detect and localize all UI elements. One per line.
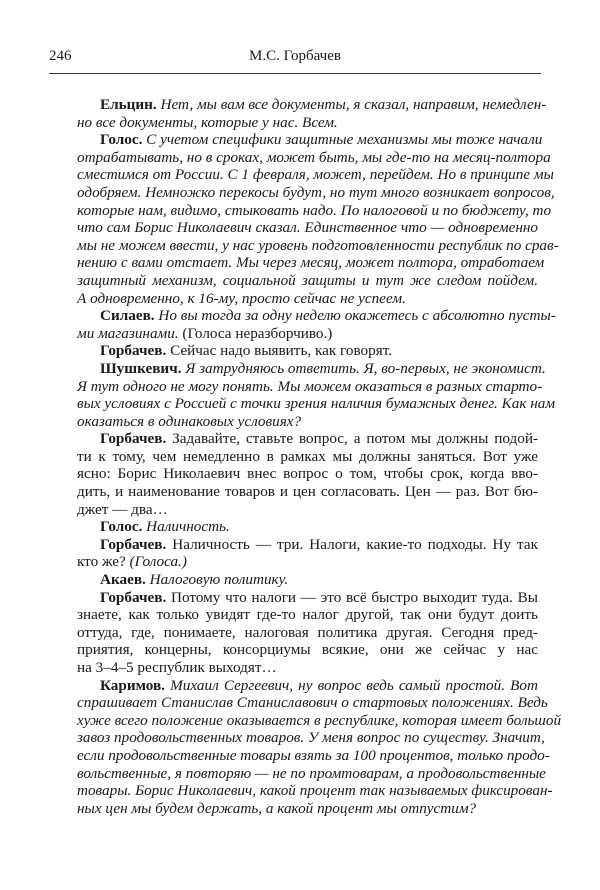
- speech-text: дить, и наименование товаров и цен согласовать. Цен — раз. Вот бю-: [77, 483, 538, 501]
- header-rule: [49, 73, 541, 74]
- text-line: [77, 254, 545, 272]
- text-line: [77, 518, 538, 536]
- speech-text: но все документы, которые у нас. Всем.: [77, 113, 338, 131]
- text-line: [77, 325, 538, 343]
- speech-text: защитный механизм, социальной защиты и тут же следом пойдем.: [77, 271, 538, 289]
- speaker-name: Акаев.: [100, 571, 146, 589]
- speech-text: Наличность.: [146, 518, 230, 536]
- transcript-paragraph: [77, 342, 538, 360]
- transcript-paragraph: [77, 518, 538, 536]
- speaker-name: Каримов.: [100, 676, 165, 694]
- text-line: [77, 589, 538, 607]
- speaker-name: Шушкевич.: [100, 359, 182, 377]
- speaker-name: Горбачев.: [100, 588, 167, 606]
- page-header: [49, 48, 541, 72]
- text-line: [77, 413, 538, 431]
- speech-text: отрабатывать, но в сроках, может быть, мы где-то на месяц-полтора: [77, 148, 551, 166]
- text-line: [77, 219, 538, 237]
- speaker-name: Ельцин.: [100, 96, 157, 113]
- text-line: [77, 307, 556, 325]
- speech-text: сместимся от России. С 1 февраля, может, перейдем. Но в принципе мы: [77, 166, 554, 184]
- text-line: [77, 201, 552, 220]
- speech-text: ясно: Борис Николаевич внес вопрос о том, чтобы срок, когда вво-: [77, 465, 538, 483]
- speaker-name: Горбачев.: [100, 342, 167, 360]
- transcript-paragraph: [77, 430, 538, 518]
- speech-text: Налоговую политику.: [149, 571, 289, 589]
- speech-text: (Голоса неразборчиво.): [182, 324, 333, 342]
- text-line: [77, 96, 547, 114]
- text-line: [77, 290, 538, 308]
- speech-text: если продовольственные товары взять за 100 процентов, только продо-: [77, 746, 550, 764]
- running-title: М.С. Горбачев: [249, 48, 341, 64]
- text-line: [77, 483, 538, 501]
- text-line: [77, 114, 538, 132]
- speech-text: вых условиях с Россией с точки зрения наличия бумажных денег. Как нам: [77, 395, 556, 413]
- speaker-name: Голос.: [100, 131, 143, 149]
- text-line: [77, 553, 538, 571]
- speech-text: Сейчас надо выявить, как говорят.: [170, 342, 393, 360]
- text-line: [77, 800, 538, 818]
- speaker-name: Силаев.: [100, 307, 155, 325]
- speech-text: ти к тому, чем немедленно в рамках мы должны заняться. Вот уже: [77, 447, 538, 465]
- text-line: [77, 465, 538, 483]
- speech-text: одобряем. Немножко перекосы будут, но тут много возникает вопросов,: [77, 183, 555, 201]
- transcript-paragraph: [77, 589, 538, 677]
- transcript-paragraph: [77, 307, 556, 342]
- text-line: [77, 395, 556, 413]
- text-line: [77, 536, 538, 554]
- speech-text: ных цен мы будем держать, а какой процент мы отпустим?: [77, 799, 477, 817]
- text-line: [77, 764, 546, 783]
- text-line: [77, 448, 538, 466]
- text-line: [77, 606, 538, 624]
- speech-text: на 3–4–5 республик выходят…: [77, 659, 277, 676]
- speaker-name: Голос.: [100, 518, 143, 536]
- text-line: [77, 272, 538, 290]
- speech-text: (Голоса.): [129, 553, 187, 571]
- speech-text: ми магазинами.: [77, 324, 183, 342]
- text-line: [77, 148, 551, 167]
- speech-text: Наличность — три. Налоги, какие-то подходы. Ну так: [172, 535, 538, 553]
- transcript-paragraph: [77, 571, 538, 589]
- speech-text: товары. Борис Николаевич, какой процент так называемых фиксирован-: [77, 782, 553, 800]
- speech-text: завоз продовольственных товаров. У меня вопрос по существу. Значит,: [77, 729, 545, 747]
- speech-text: оттуда, где, понимаете, налоговая политика другая. Сегодня пред-: [77, 623, 538, 641]
- transcript-paragraph: [77, 96, 547, 131]
- text-line: [77, 166, 554, 184]
- transcript-paragraph: [77, 131, 559, 307]
- speaker-name: Горбачев.: [100, 430, 167, 448]
- text-line: [77, 342, 538, 360]
- text-line: [77, 641, 538, 659]
- text-line: [77, 131, 543, 149]
- speech-text: С учетом специфики защитные механизмы мы тоже начали: [146, 131, 543, 149]
- text-line: [77, 677, 538, 695]
- text-line: [77, 711, 562, 730]
- text-line: [77, 694, 548, 712]
- speech-text: что сам Борис Николаевич сказал. Единственное что — одновременно: [77, 219, 538, 237]
- speech-text: Нет, мы вам все документы, я сказал, направим, немедлен-: [160, 96, 547, 113]
- page-body: [77, 96, 562, 817]
- speech-text: джет — два…: [77, 500, 168, 518]
- speech-text: вольственные, я повторяю — не по промтоварам, а продовольственные: [77, 764, 546, 782]
- speech-text: приятия, концерны, консорциумы всякие, они же сейчас у нас: [77, 641, 538, 659]
- speech-text: спрашивает Станислав Станиславович о стартовых положениях. Ведь: [77, 694, 548, 712]
- speech-text: кто же?: [77, 553, 130, 571]
- speech-text: которые нам, видимо, стыковать надо. По налоговой и по бюджету, то: [77, 201, 552, 219]
- text-line: [77, 236, 559, 255]
- text-line: [77, 624, 538, 642]
- speech-text: А одновременно, к 16-му, просто сейчас не успеем.: [77, 289, 406, 307]
- speech-text: Потому что налоги — это всё быстро выходит туда. Вы: [171, 588, 539, 606]
- text-line: [77, 659, 538, 677]
- transcript-paragraph: [77, 536, 538, 571]
- speech-text: мы не можем ввести, у нас уровень подготовленности республик по срав-: [77, 236, 559, 254]
- transcript-paragraph: [77, 359, 556, 430]
- speaker-name: Горбачев.: [100, 535, 167, 553]
- speech-text: знаете, как только увидят где-то налог другой, так они будут доить: [77, 606, 538, 624]
- speech-text: Я затрудняюсь ответить. Я, во-первых, не экономист.: [185, 359, 546, 377]
- transcript-paragraph: [77, 676, 562, 818]
- speech-text: Я тут одного не могу понять. Мы можем оказаться в разных старто-: [77, 377, 543, 395]
- text-line: [77, 359, 546, 378]
- speech-text: оказаться в одинаковых условиях?: [77, 412, 302, 430]
- text-line: [77, 430, 538, 448]
- text-line: [77, 782, 553, 800]
- text-line: [77, 746, 550, 765]
- page-number: 246: [49, 48, 72, 64]
- text-line: [77, 729, 545, 747]
- speech-text: нению с вами отстает. Мы через месяц, может полтора, отработаем: [77, 254, 545, 272]
- text-line: [77, 183, 555, 202]
- speech-text: Задавайте, ставьте вопрос, а потом мы должны подой-: [172, 430, 539, 448]
- speech-text: Михаил Сергеевич, ну вопрос ведь самый простой. Вот: [170, 676, 538, 694]
- text-line: [77, 377, 543, 396]
- text-line: [77, 571, 538, 589]
- text-line: [77, 501, 538, 519]
- speech-text: Но вы тогда за одну неделю окажетесь с абсолютно пусты-: [158, 307, 556, 325]
- speech-text: хуже всего положение оказывается в республике, которая имеет большой: [77, 711, 562, 729]
